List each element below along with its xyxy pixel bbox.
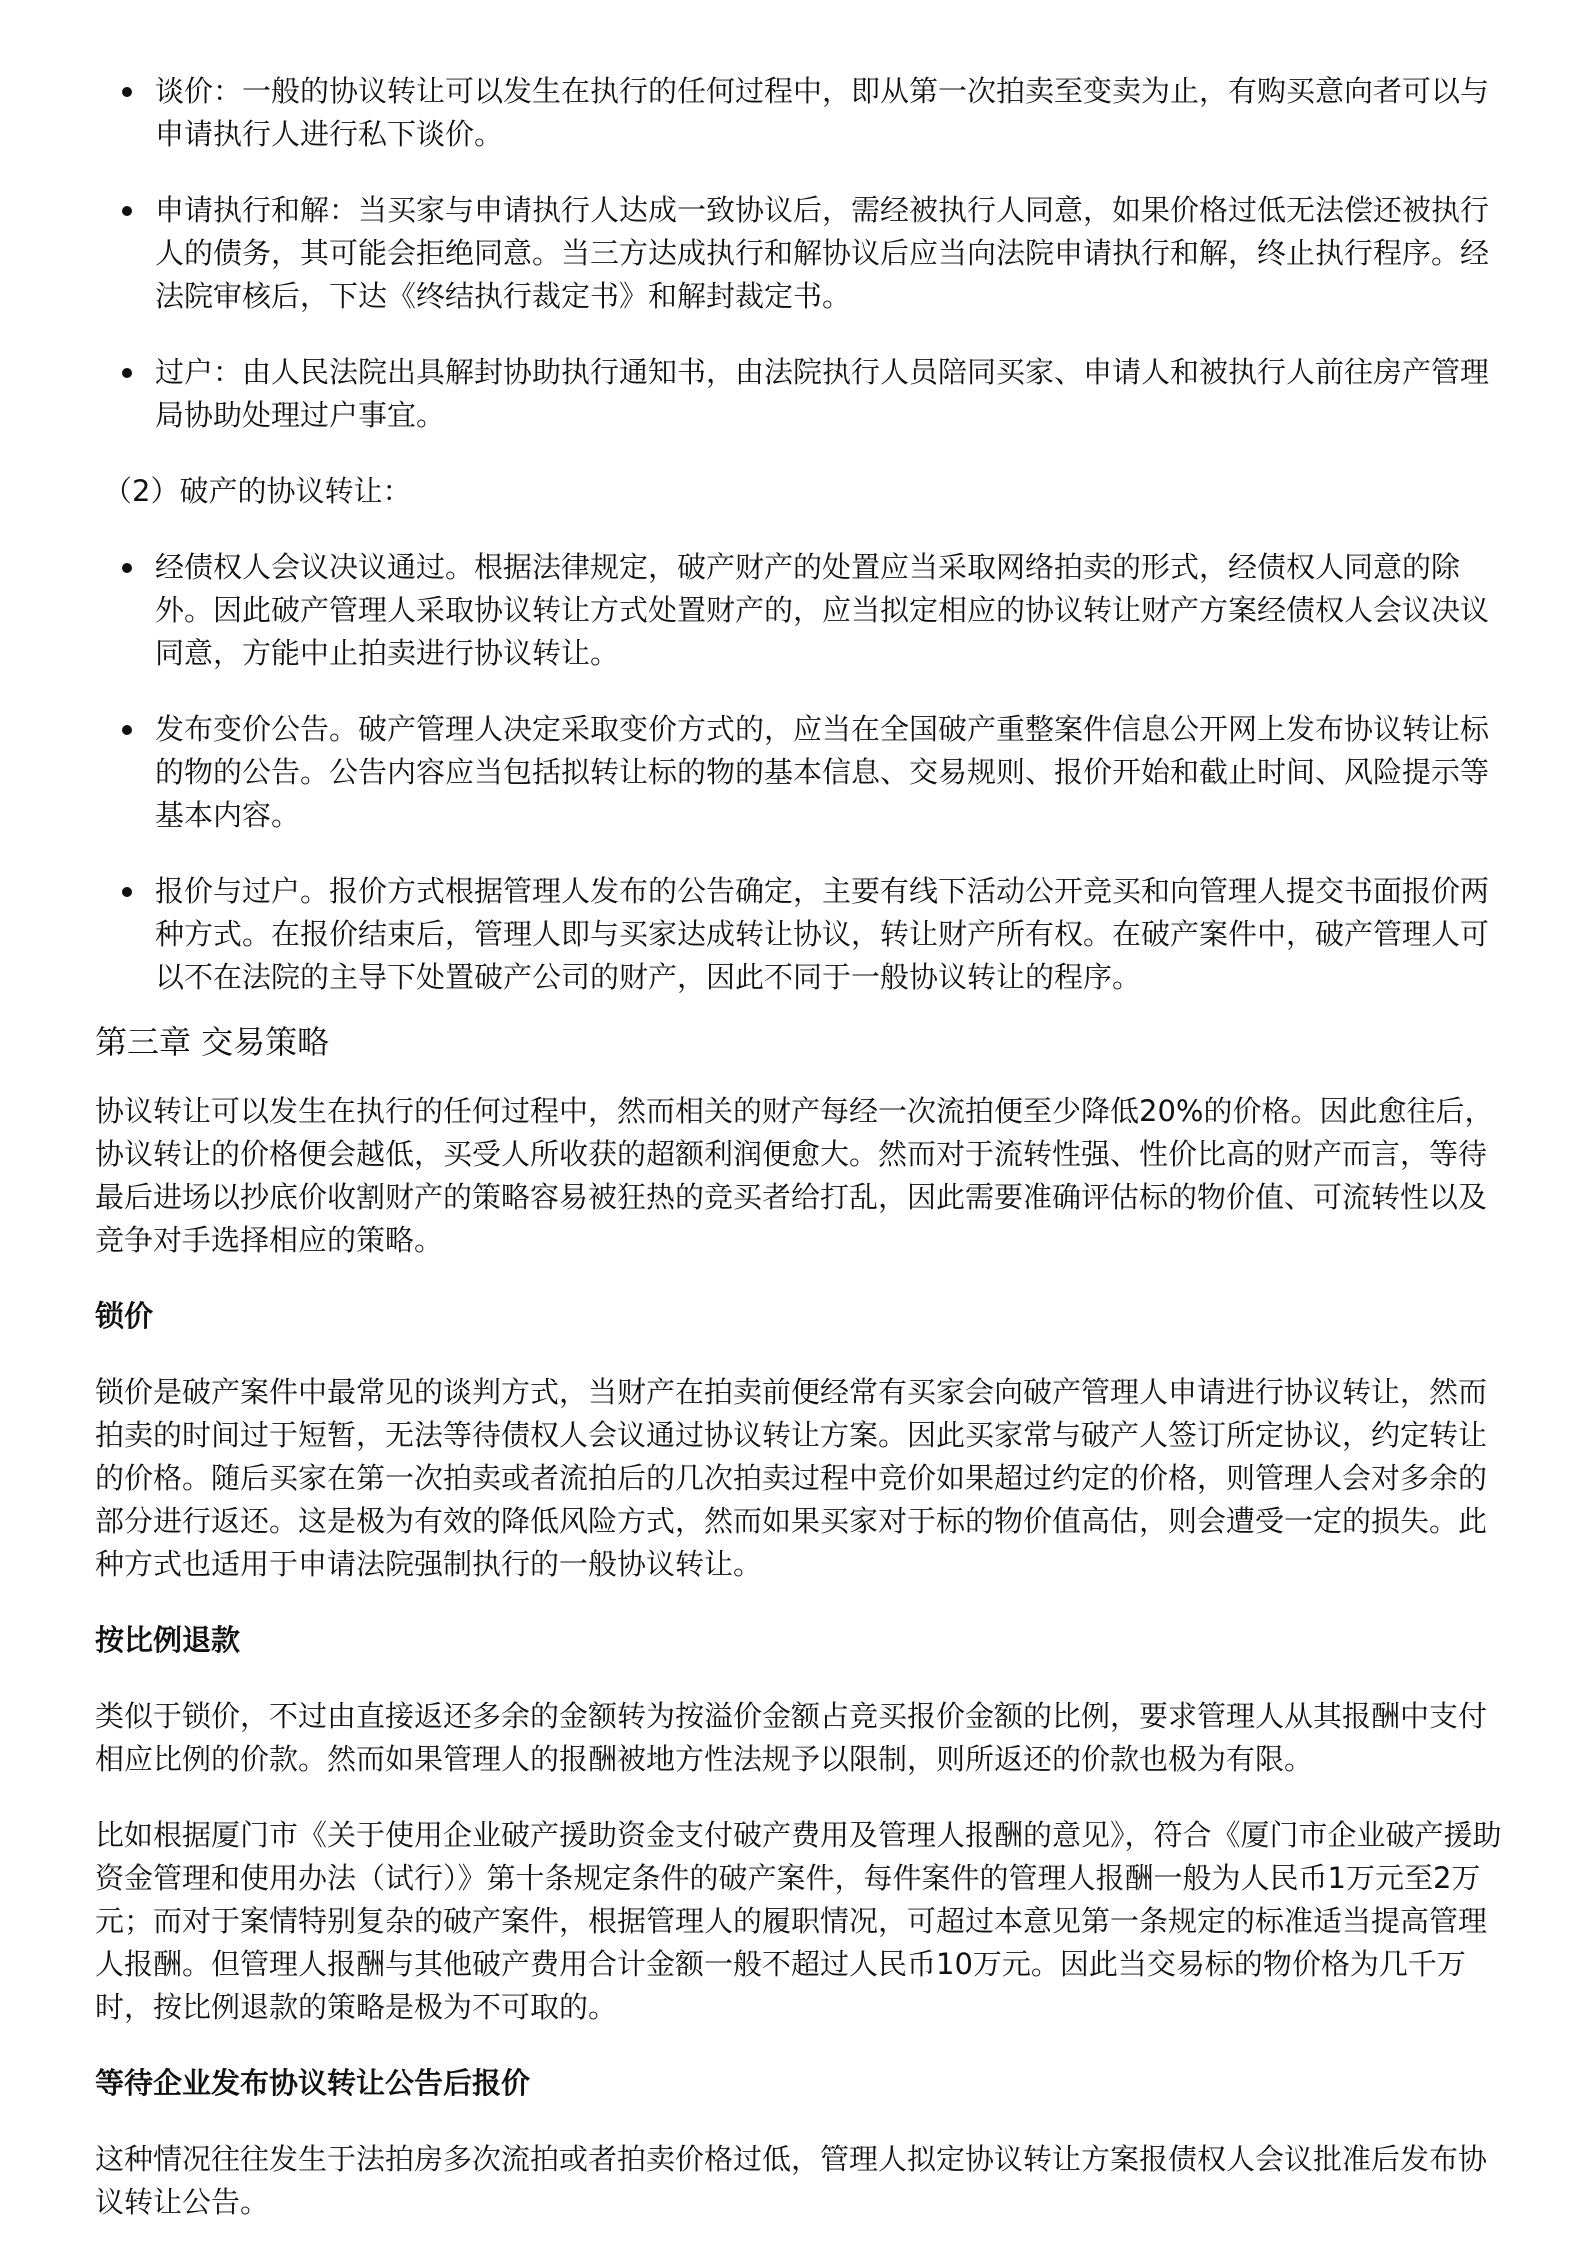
document-page: [95, 70, 1515, 2257]
refund-paragraph-1: 类似于锁价，不过由直接返还多余的金额转为按溢价金额占竞买报价金额的比例，要求管理人从其报酬中支付相应比例的价款。然而如果管理人的报酬被地方性法规予以限制，则所返还的价款也极为有限。: [95, 1699, 1488, 1776]
subsection-label: （2）破产的协议转让：: [103, 474, 412, 508]
bullet-list-enforcement: [95, 70, 1515, 437]
section-heading-proportional-refund: 按比例退款: [95, 1623, 241, 1657]
bullet-icon: [122, 725, 132, 735]
bullet-icon: [122, 563, 132, 573]
wait-announcement-paragraph: 这种情况往往发生于法拍房多次流拍或者拍卖价格过低，管理人拟定协议转让方案报债权人会议批准后发布协议转让公告。: [95, 2142, 1488, 2219]
bullet-icon: [122, 887, 132, 897]
list-item: [95, 70, 1515, 156]
bullet-icon: [122, 206, 132, 216]
bullet-icon: [122, 368, 132, 378]
list-item: [95, 546, 1515, 675]
list-item-text: 经债权人会议决议通过。根据法律规定，破产财产的处置应当采取网络拍卖的形式，经债权人同意的除外。因此破产管理人采取协议转让方式处置财产的，应当拟定相应的协议转让财产方案经债权人会议决议同意，方能中止拍卖进行协议转让。: [155, 550, 1490, 670]
list-item: [95, 870, 1515, 999]
list-item-text: 过户：由人民法院出具解封协助执行通知书，由法院执行人员陪同买家、申请人和被执行人前往房产管理局协助处理过户事宜。: [155, 355, 1490, 432]
lock-price-paragraph: 锁价是破产案件中最常见的谈判方式，当财产在拍卖前便经常有买家会向破产管理人申请进行协议转让，然而拍卖的时间过于短暂，无法等待债权人会议通过协议转让方案。因此买家常与破产人签订所定协议，约定转让的价格。随后买家在第一次拍卖或者流拍后的几次拍卖过程中竞价如果超过约定的价格，则管理人会对多余的部分进行返还。这是极为有效的降低风险方式，然而如果买家对于标的物价值高估，则会遭受一定的损失。此种方式也适用于申请法院强制执行的一般协议转让。: [95, 1375, 1488, 1581]
list-item-text: 谈价：一般的协议转让可以发生在执行的任何过程中，即从第一次拍卖至变卖为止，有购买意向者可以与申请执行人进行私下谈价。: [155, 74, 1490, 151]
list-item: [95, 351, 1515, 437]
section-heading-wait-announcement: 等待企业发布协议转让公告后报价: [95, 2066, 531, 2100]
list-item-text: 发布变价公告。破产管理人决定采取变价方式的，应当在全国破产重整案件信息公开网上发布协议转让标的物的公告。公告内容应当包括拟转让标的物的基本信息、交易规则、报价开始和截止时间、风险提示等基本内容。: [155, 712, 1490, 832]
bullet-list-bankruptcy: [95, 546, 1515, 999]
list-item: [95, 189, 1515, 318]
list-item: [95, 708, 1515, 837]
bullet-icon: [122, 87, 132, 97]
chapter-title: 第三章 交易策略: [95, 1023, 330, 1061]
section-heading-lock-price: 锁价: [95, 1299, 154, 1333]
chapter-intro-paragraph: 协议转让可以发生在执行的任何过程中，然而相关的财产每经一次流拍便至少降低20%的价格。因此愈往后，协议转让的价格便会越低，买受人所收获的超额利润便愈大。然而对于流转性强、性价比高的财产而言，等待最后进场以抄底价收割财产的策略容易被狂热的竞买者给打乱，因此需要准确评估标的物价值、可流转性以及竞争对手选择相应的策略。: [95, 1094, 1494, 1257]
refund-paragraph-2: 比如根据厦门市《关于使用企业破产援助资金支付破产费用及管理人报酬的意见》，符合《厦门市企业破产援助资金管理和使用办法（试行）》第十条规定条件的破产案件，每件案件的管理人报酬一般为人民币1万元至2万元；而对于案情特别复杂的破产案件，根据管理人的履职情况，可超过本意见第一条规定的标准适当提高管理人报酬。但管理人报酬与其他破产费用合计金额一般不超过人民币10万元。因此当交易标的物价格为几千万时，按比例退款的策略是极为不可取的。: [95, 1818, 1502, 2024]
list-item-text: 报价与过户。报价方式根据管理人发布的公告确定，主要有线下活动公开竞买和向管理人提交书面报价两种方式。在报价结束后，管理人即与买家达成转让协议，转让财产所有权。在破产案件中，破产管理人可以不在法院的主导下处置破产公司的财产，因此不同于一般协议转让的程序。: [155, 874, 1490, 994]
list-item-text: 申请执行和解：当买家与申请执行人达成一致协议后，需经被执行人同意，如果价格过低无法偿还被执行人的债务，其可能会拒绝同意。当三方达成执行和解协议后应当向法院申请执行和解，终止执行程序。经法院审核后，下达《终结执行裁定书》和解封裁定书。: [155, 193, 1490, 313]
